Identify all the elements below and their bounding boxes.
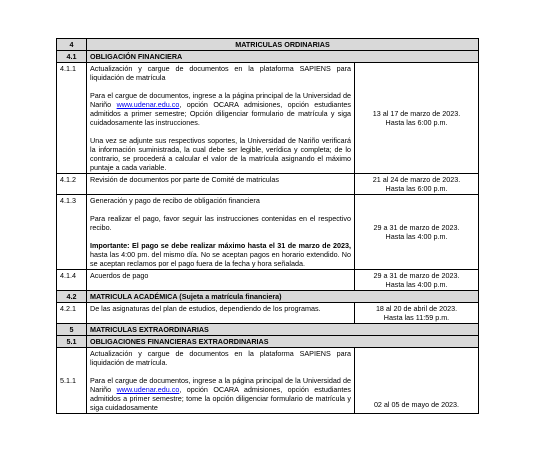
subsection-title: MATRICULA ACADÉMICA (Sujeta a matrícula financiera) <box>87 291 479 303</box>
row-number: 5 <box>57 324 87 336</box>
udenar-link[interactable]: www.udenar.edu.co <box>116 100 180 109</box>
row-date: 18 al 20 de abril de 2023. Hasta las 11:59 p.m. <box>355 303 479 324</box>
row-description: Acuerdos de pago <box>87 270 355 291</box>
row-number: 4 <box>57 39 87 51</box>
row-number: 4.1 <box>57 51 87 63</box>
row-date: 21 al 24 de marzo de 2023. Hasta las 6:00 p.m. <box>355 174 479 195</box>
section-row-4 <box>57 39 479 51</box>
paragraph: Actualización y cargue de documentos en la plataforma SAPIENS para liquidación de matrícula <box>90 64 351 82</box>
row-date: 13 al 17 de marzo de 2023. Hasta las 6:00 p.m. <box>355 63 479 174</box>
subsection-row-4-1 <box>57 51 479 63</box>
row-number: 4.1.2 <box>57 174 87 195</box>
table-row-4-1-3 <box>57 195 479 270</box>
section-row-5 <box>57 324 479 336</box>
row-number: 4.2.1 <box>57 303 87 324</box>
subsection-title: OBLIGACIONES FINANCIERAS EXTRAORDINARIAS <box>87 336 479 348</box>
row-description <box>87 63 355 174</box>
paragraph: Importante: El pago se debe realizar máximo hasta el 31 de marzo de 2023, hasta las 4:00 pm. del mismo día. No se aceptan pagos en horario extendido. No se aceptan reclamos por el pago fuera de la fecha y hora señalada. <box>90 241 351 268</box>
paragraph: Para el cargue de documentos, ingrese a la página principal de la Universidad de Nariño www.udenar.edu.co, opción OCARA admisiones, opción estudiantes admitidos a primer semestre; Opción diligenciar formulario de matrícula y siga cuidadosamente las instrucciones. <box>90 91 351 127</box>
row-date: 02 al 05 de mayo de 2023. <box>355 348 479 414</box>
row-description: De las asignaturas del plan de estudios, dependiendo de los programas. <box>87 303 355 324</box>
paragraph: Para el cargue de documentos, ingrese a la página principal de la Universidad de Nariño www.udenar.edu.co, opción OCARA admisiones, opción estudiantes admitidos a primer semestre; tome la opción diligenciar formulario de matrícula y siga cuidadosamente <box>90 376 351 412</box>
subsection-row-4-2 <box>57 291 479 303</box>
row-date: 29 a 31 de marzo de 2023. Hasta las 4:00 p.m. <box>355 270 479 291</box>
schedule-table <box>56 38 479 414</box>
row-description: Revisión de documentos por parte de Comité de matriculas <box>87 174 355 195</box>
row-description <box>87 195 355 270</box>
udenar-link[interactable]: www.udenar.edu.co <box>116 385 180 394</box>
section-title: MATRICULAS EXTRAORDINARIAS <box>87 324 479 336</box>
row-number: 4.1.3 <box>57 195 87 270</box>
subsection-title: OBLIGACIÓN FINANCIERA <box>87 51 479 63</box>
row-number: 4.1.4 <box>57 270 87 291</box>
table-row-4-1-4 <box>57 270 479 291</box>
paragraph: Una vez se adjunte sus respectivos soportes, la Universidad de Nariño verificará la información suministrada, la cual debe ser legible, verídica y completa; de lo contrario, se procederá a calcular el valor de la matrícula asignando el máximo puntaje a cada variable. <box>90 136 351 172</box>
row-number: 4.1.1 <box>57 63 87 174</box>
table-row-5-1-1 <box>57 348 479 414</box>
paragraph: Actualización y cargue de documentos en la plataforma SAPIENS para liquidación de matrícula. <box>90 349 351 367</box>
row-date: 29 a 31 de marzo de 2023. Hasta las 4:00 p.m. <box>355 195 479 270</box>
row-description <box>87 348 355 414</box>
subsection-row-5-1 <box>57 336 479 348</box>
row-number: 4.2 <box>57 291 87 303</box>
important-note: Importante: El pago se debe realizar máximo hasta el 31 de marzo de 2023, <box>90 241 351 250</box>
paragraph: Para realizar el pago, favor seguir las instrucciones contenidas en el respectivo recibo. <box>90 214 351 232</box>
row-number: 5.1.1 <box>57 348 87 414</box>
table-row-4-1-1 <box>57 63 479 174</box>
section-title: MATRICULAS ORDINARIAS <box>87 39 479 51</box>
table-row-4-2-1 <box>57 303 479 324</box>
table-row-4-1-2 <box>57 174 479 195</box>
row-number: 5.1 <box>57 336 87 348</box>
paragraph: Generación y pago de recibo de obligación financiera <box>90 196 260 205</box>
